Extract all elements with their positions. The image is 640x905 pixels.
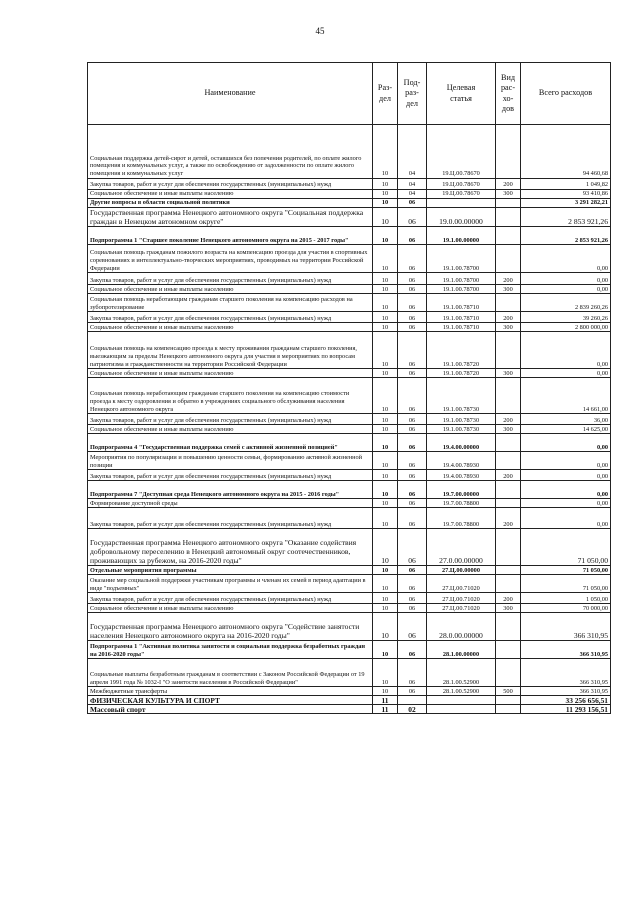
cell-subsection: 04 (398, 179, 427, 190)
cell-subsection: 02 (398, 705, 427, 714)
cell-name: Социальная поддержка детей-сирот и детей, оставшихся без попечения родителей, по оплате жилого помещения и коммунальных услуг, а также по освобождению от задолженности по оплате жилого помещения и коммунальных услуг (88, 125, 373, 179)
cell-subsection: 06 (398, 199, 427, 208)
cell-total: 71 050,00 (521, 566, 611, 575)
table-row (88, 312, 611, 323)
table-row (88, 323, 611, 332)
table-row (88, 199, 611, 208)
cell-kind (496, 199, 521, 208)
cell-name: Социальное обеспечение и иные выплаты населению (88, 323, 373, 332)
cell-section: 10 (373, 273, 398, 285)
cell-subsection: 06 (398, 369, 427, 378)
cell-target: 28.0.00.00000 (427, 613, 496, 641)
cell-kind (496, 659, 521, 687)
cell-kind: 200 (496, 312, 521, 323)
cell-name: Государственная программа Ненецкого автономного округа "Социальная поддержка граждан в Ненецком автономном округе" (88, 208, 373, 227)
header-subsection-label: Под- раз- дел (403, 77, 421, 108)
cell-kind (496, 378, 521, 414)
cell-target: 19.1.00.00000 (427, 227, 496, 245)
table-row (88, 575, 611, 593)
cell-subsection: 06 (398, 425, 427, 434)
cell-subsection: 06 (398, 414, 427, 425)
cell-total: 3 291 282,21 (521, 199, 611, 208)
cell-section: 11 (373, 705, 398, 714)
table-row (88, 208, 611, 227)
cell-kind (496, 641, 521, 659)
cell-total: 0,00 (521, 245, 611, 273)
cell-target: 19.0.00.00000 (427, 208, 496, 227)
cell-kind (496, 575, 521, 593)
cell-name: Социальная помощь неработающим гражданам старшего поколения на компенсацию расходов на зубопротезирование (88, 294, 373, 312)
cell-name: Социальное обеспечение и иные выплаты населению (88, 285, 373, 294)
cell-target: 19.4.00.78930 (427, 470, 496, 481)
cell-section: 10 (373, 369, 398, 378)
table-row (88, 529, 611, 566)
cell-target: 19.1.00.78710 (427, 294, 496, 312)
cell-subsection: 06 (398, 312, 427, 323)
cell-kind: 200 (496, 179, 521, 190)
cell-total: 0,00 (521, 273, 611, 285)
cell-kind: 200 (496, 593, 521, 604)
cell-total: 94 460,68 (521, 125, 611, 179)
cell-target: 19.4.00.78930 (427, 452, 496, 470)
cell-section: 10 (373, 452, 398, 470)
cell-name: Массовый спорт (88, 705, 373, 714)
cell-subsection: 06 (398, 499, 427, 508)
table-row (88, 566, 611, 575)
table-row (88, 378, 611, 414)
cell-total: 11 293 156,51 (521, 705, 611, 714)
table-header-row (88, 63, 611, 125)
table-row (88, 273, 611, 285)
cell-section: 10 (373, 641, 398, 659)
header-kind (496, 63, 521, 125)
table-row (88, 179, 611, 190)
cell-name: Социальное обеспечение и иные выплаты населению (88, 425, 373, 434)
table-row (88, 414, 611, 425)
cell-kind: 500 (496, 687, 521, 696)
table-row (88, 125, 611, 179)
cell-total: 14 661,00 (521, 378, 611, 414)
budget-table (87, 62, 611, 714)
cell-kind: 300 (496, 369, 521, 378)
cell-name: Закупка товаров, работ и услуг для обеспечения государственных (муниципальных) нужд (88, 273, 373, 285)
cell-name: Государственная программа Ненецкого автономного округа "Содействие занятости населения Ненецкого автономного округа на 2016-2020 годы" (88, 613, 373, 641)
cell-name: Межбюджетные трансферты (88, 687, 373, 696)
cell-name: Социальное обеспечение и иные выплаты населению (88, 190, 373, 199)
cell-section: 10 (373, 312, 398, 323)
cell-total: 93 410,86 (521, 190, 611, 199)
cell-kind (496, 566, 521, 575)
cell-kind: 200 (496, 508, 521, 529)
cell-subsection: 06 (398, 208, 427, 227)
header-name: Наименование (88, 63, 373, 125)
cell-total: 0,00 (521, 285, 611, 294)
cell-section: 10 (373, 208, 398, 227)
cell-total: 33 256 656,51 (521, 696, 611, 705)
cell-section: 10 (373, 425, 398, 434)
cell-section: 10 (373, 332, 398, 369)
cell-total: 366 310,95 (521, 641, 611, 659)
table-row (88, 190, 611, 199)
cell-target: 27.Ц.00.71020 (427, 604, 496, 613)
cell-target: 27.Ц.00.71020 (427, 575, 496, 593)
cell-name: Социальная помощь неработающим гражданам старшего поколения на компенсацию стоимости проезда к месту оздоровления и обратно в учреждениях социального обслуживания населения Ненецкого автономного округа (88, 378, 373, 414)
cell-subsection: 06 (398, 452, 427, 470)
table-row (88, 705, 611, 714)
cell-name: Подпрограмма 7 "Доступная среда Ненецкого автономного округа на 2015 - 2016 годы" (88, 481, 373, 499)
table-row (88, 593, 611, 604)
page-number: 45 (315, 26, 325, 36)
cell-subsection: 06 (398, 481, 427, 499)
cell-subsection: 06 (398, 245, 427, 273)
cell-total: 0,00 (521, 481, 611, 499)
cell-target: 19.7.00.78800 (427, 508, 496, 529)
cell-total: 14 625,00 (521, 425, 611, 434)
table-row (88, 508, 611, 529)
cell-section: 10 (373, 508, 398, 529)
cell-section: 10 (373, 604, 398, 613)
cell-section: 10 (373, 323, 398, 332)
cell-target (427, 705, 496, 714)
cell-name: Закупка товаров, работ и услуг для обеспечения государственных (муниципальных) нужд (88, 470, 373, 481)
cell-kind (496, 332, 521, 369)
cell-name: Закупка товаров, работ и услуг для обеспечения государственных (муниципальных) нужд (88, 179, 373, 190)
cell-target: 27.Ц.00.71020 (427, 593, 496, 604)
cell-subsection: 04 (398, 125, 427, 179)
cell-kind (496, 481, 521, 499)
cell-target: 19.1.00.78730 (427, 378, 496, 414)
cell-subsection: 06 (398, 575, 427, 593)
table-row (88, 481, 611, 499)
cell-target: 19.7.00.00000 (427, 481, 496, 499)
cell-target: 19.Ц.00.78670 (427, 125, 496, 179)
cell-subsection: 06 (398, 470, 427, 481)
cell-subsection: 06 (398, 687, 427, 696)
cell-section: 10 (373, 529, 398, 566)
cell-kind (496, 294, 521, 312)
cell-subsection: 06 (398, 529, 427, 566)
cell-target: 19.1.00.78710 (427, 312, 496, 323)
table-row (88, 332, 611, 369)
table-row (88, 227, 611, 245)
cell-total: 2 839 260,26 (521, 294, 611, 312)
cell-section: 10 (373, 575, 398, 593)
cell-name: Социальное обеспечение и иные выплаты населению (88, 369, 373, 378)
header-section (373, 63, 398, 125)
cell-target: 27.Ц.00.00000 (427, 566, 496, 575)
table-row (88, 659, 611, 687)
cell-total: 0,00 (521, 369, 611, 378)
cell-target: 19.1.00.78730 (427, 414, 496, 425)
table-row (88, 452, 611, 470)
cell-section: 10 (373, 481, 398, 499)
cell-section: 10 (373, 687, 398, 696)
cell-kind: 300 (496, 285, 521, 294)
cell-subsection: 06 (398, 566, 427, 575)
cell-name: Отдельные мероприятия программы (88, 566, 373, 575)
cell-total: 1 049,82 (521, 179, 611, 190)
cell-kind: 200 (496, 414, 521, 425)
cell-name: Подпрограмма 4 "Государственная поддержка семей с активной жизненной позицией" (88, 434, 373, 452)
header-kind-label: Вид рас- хо- дов (500, 72, 516, 113)
cell-section: 10 (373, 190, 398, 199)
cell-total: 0,00 (521, 508, 611, 529)
cell-total: 366 310,95 (521, 687, 611, 696)
cell-total: 71 050,00 (521, 575, 611, 593)
cell-subsection: 06 (398, 227, 427, 245)
table-row (88, 285, 611, 294)
cell-total: 0,00 (521, 499, 611, 508)
cell-total: 2 853 921,26 (521, 227, 611, 245)
cell-target: 19.Ц.00.78670 (427, 179, 496, 190)
cell-subsection: 06 (398, 323, 427, 332)
cell-kind: 200 (496, 273, 521, 285)
cell-name: Закупка товаров, работ и услуг для обеспечения государственных (муниципальных) нужд (88, 414, 373, 425)
cell-section: 10 (373, 378, 398, 414)
cell-subsection: 06 (398, 613, 427, 641)
cell-total: 1 050,00 (521, 593, 611, 604)
cell-subsection: 06 (398, 378, 427, 414)
header-target-label: Целевая статья (446, 83, 476, 103)
cell-subsection: 04 (398, 190, 427, 199)
cell-kind (496, 125, 521, 179)
cell-name: Закупка товаров, работ и услуг для обеспечения государственных (муниципальных) нужд (88, 312, 373, 323)
cell-kind: 300 (496, 604, 521, 613)
cell-section: 10 (373, 499, 398, 508)
cell-section: 10 (373, 199, 398, 208)
header-section-label: Раз- дел (377, 83, 393, 103)
cell-total: 0,00 (521, 434, 611, 452)
table-row (88, 687, 611, 696)
cell-subsection: 06 (398, 332, 427, 369)
cell-section: 10 (373, 245, 398, 273)
cell-target (427, 199, 496, 208)
cell-subsection: 06 (398, 593, 427, 604)
cell-name: Формирование доступной среды (88, 499, 373, 508)
header-target (427, 63, 496, 125)
cell-section: 10 (373, 285, 398, 294)
cell-section: 10 (373, 470, 398, 481)
cell-section: 10 (373, 566, 398, 575)
cell-name: Закупка товаров, работ и услуг для обеспечения государственных (муниципальных) нужд (88, 593, 373, 604)
table-row (88, 641, 611, 659)
cell-kind (496, 227, 521, 245)
cell-total: 2 853 921,26 (521, 208, 611, 227)
cell-name: Другие вопросы в области социальной политики (88, 199, 373, 208)
cell-subsection: 06 (398, 434, 427, 452)
table-row (88, 245, 611, 273)
cell-name: Подпрограмма 1 "Старшее поколение Ненецкого автономного округа на 2015 - 2017 годы" (88, 227, 373, 245)
cell-kind (496, 529, 521, 566)
cell-section: 10 (373, 659, 398, 687)
cell-target: 19.1.00.78720 (427, 332, 496, 369)
cell-total: 70 000,00 (521, 604, 611, 613)
cell-subsection: 06 (398, 294, 427, 312)
table-row (88, 696, 611, 705)
header-subsection (398, 63, 427, 125)
cell-section: 10 (373, 593, 398, 604)
cell-target: 28.1.00.00000 (427, 641, 496, 659)
cell-kind: 300 (496, 323, 521, 332)
cell-total: 0,00 (521, 332, 611, 369)
cell-target: 28.1.00.52900 (427, 687, 496, 696)
cell-total: 36,00 (521, 414, 611, 425)
cell-subsection: 06 (398, 508, 427, 529)
cell-section: 10 (373, 227, 398, 245)
cell-kind (496, 705, 521, 714)
table-row (88, 470, 611, 481)
cell-target: 19.1.00.78700 (427, 285, 496, 294)
cell-target: 19.1.00.78730 (427, 425, 496, 434)
cell-name: Социальная помощь гражданам пожилого возраста на компенсацию проезда для участия в спортивных соревнованиях и интеллектуально-творческих мероприятиях, проводимых на территории Российской Федерации (88, 245, 373, 273)
cell-name: Подпрограмма 1 "Активная политика занятости и социальная поддержка безработных граждан на 2016-2020 годы" (88, 641, 373, 659)
header-total: Всего расходов (521, 63, 611, 125)
cell-total: 366 310,95 (521, 659, 611, 687)
cell-target: 19.1.00.78700 (427, 245, 496, 273)
cell-kind (496, 208, 521, 227)
cell-subsection (398, 696, 427, 705)
table-row (88, 369, 611, 378)
cell-target: 19.1.00.78710 (427, 323, 496, 332)
cell-name: Социальное обеспечение и иные выплаты населению (88, 604, 373, 613)
table-row (88, 604, 611, 613)
cell-kind (496, 613, 521, 641)
cell-section: 10 (373, 613, 398, 641)
cell-target: 19.7.00.78800 (427, 499, 496, 508)
cell-kind: 300 (496, 190, 521, 199)
cell-subsection: 06 (398, 273, 427, 285)
cell-kind (496, 434, 521, 452)
cell-total: 366 310,95 (521, 613, 611, 641)
table-row (88, 294, 611, 312)
table-row (88, 499, 611, 508)
cell-kind (496, 452, 521, 470)
cell-target: 19.Ц.00.78670 (427, 190, 496, 199)
table-row (88, 434, 611, 452)
cell-kind (496, 499, 521, 508)
cell-section: 10 (373, 294, 398, 312)
cell-target: 19.4.00.00000 (427, 434, 496, 452)
cell-kind (496, 696, 521, 705)
cell-name: Мероприятия по популяризации и повышению ценности семьи, формированию активной жизненной позиции (88, 452, 373, 470)
cell-target: 28.1.00.52900 (427, 659, 496, 687)
cell-total: 2 800 000,00 (521, 323, 611, 332)
cell-section: 10 (373, 125, 398, 179)
cell-name: Государственная программа Ненецкого автономного округа "Оказание содействия добровольному переселению в Ненецкий автономный округ соотечественников, проживающих за рубежом, на 2016-2020 годы" (88, 529, 373, 566)
cell-target: 19.1.00.78720 (427, 369, 496, 378)
cell-section: 11 (373, 696, 398, 705)
cell-subsection: 06 (398, 285, 427, 294)
cell-target (427, 696, 496, 705)
cell-total: 71 050,00 (521, 529, 611, 566)
cell-subsection: 06 (398, 659, 427, 687)
cell-total: 0,00 (521, 470, 611, 481)
table-row (88, 613, 611, 641)
cell-total: 39 260,26 (521, 312, 611, 323)
cell-kind (496, 245, 521, 273)
cell-target: 27.0.00.00000 (427, 529, 496, 566)
cell-kind: 300 (496, 425, 521, 434)
cell-total: 0,00 (521, 452, 611, 470)
cell-subsection: 06 (398, 604, 427, 613)
cell-section: 10 (373, 434, 398, 452)
cell-kind: 200 (496, 470, 521, 481)
cell-section: 10 (373, 414, 398, 425)
cell-name: ФИЗИЧЕСКАЯ КУЛЬТУРА И СПОРТ (88, 696, 373, 705)
cell-name: Закупка товаров, работ и услуг для обеспечения государственных (муниципальных) нужд (88, 508, 373, 529)
cell-section: 10 (373, 179, 398, 190)
cell-target: 19.1.00.78700 (427, 273, 496, 285)
cell-name: Социальные выплаты безработным гражданам в соответствии с Законом Российской Федерации от 19 апреля 1991 года № 1032-I "О занятости населения в Российской Федерации" (88, 659, 373, 687)
cell-subsection: 06 (398, 641, 427, 659)
cell-name: Оказание мер социальной поддержки участникам программы и членам их семей в период адаптации в виде "подъемных" (88, 575, 373, 593)
table-row (88, 425, 611, 434)
cell-name: Социальная помощь на компенсацию проезда к месту проживания гражданам старшего поколения, выезжающим за пределы Ненецкого автономного округа для участия в мероприятиях по вопросам патриотизма и гражданственности на территории Российской Федерации (88, 332, 373, 369)
table-body (88, 125, 611, 714)
